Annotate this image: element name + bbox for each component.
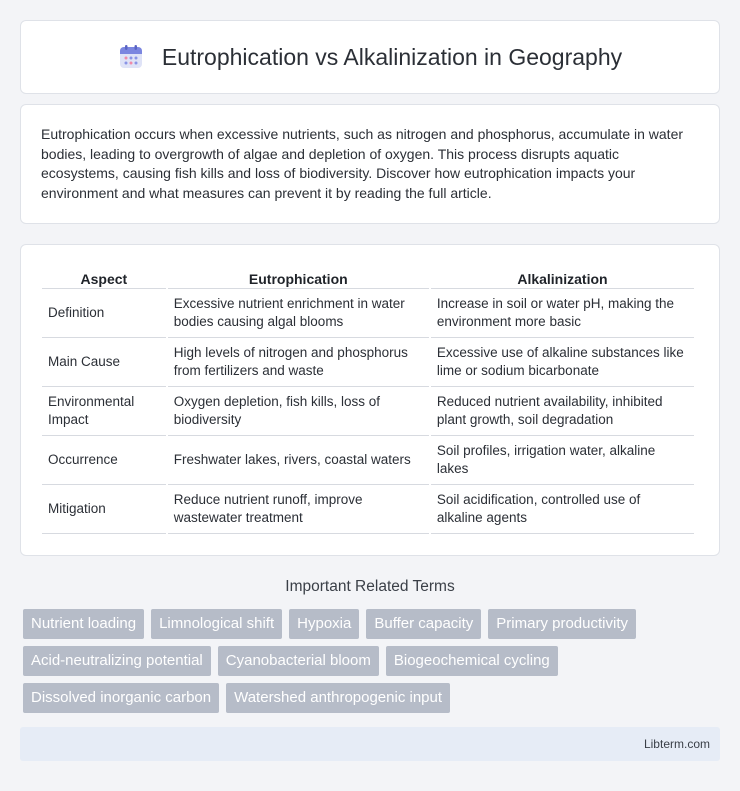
row-alkalinization: Excessive use of alkaline substances like lime or sodium bicarbonate xyxy=(431,338,694,387)
row-eutrophication: High levels of nitrogen and phosphorus from fertilizers and waste xyxy=(168,338,429,387)
header-eutrophication: Eutrophication xyxy=(168,267,429,289)
row-alkalinization: Increase in soil or water pH, making the environment more basic xyxy=(431,289,694,338)
term-tag[interactable]: Primary productivity xyxy=(488,609,636,639)
term-tag[interactable]: Biogeochemical cycling xyxy=(386,646,558,676)
term-tag[interactable]: Hypoxia xyxy=(289,609,359,639)
row-alkalinization: Soil profiles, irrigation water, alkaline lakes xyxy=(431,436,694,485)
row-eutrophication: Reduce nutrient runoff, improve wastewater treatment xyxy=(168,485,429,534)
term-tag[interactable]: Dissolved inorganic carbon xyxy=(23,683,219,713)
intro-text: Eutrophication occurs when excessive nutrients, such as nitrogen and phosphorus, accumulate in water bodies, leading to overgrowth of algae and depletion of oxygen. This process disrupts aquatic ecosystems, causing fish kills and loss of biodiversity. Discover how eutrophication impacts your environment and what measures can prevent it by reading the full article. xyxy=(41,126,684,201)
table-row xyxy=(42,387,694,436)
table-header-row xyxy=(42,267,694,289)
row-aspect: Definition xyxy=(42,289,166,338)
header-alkalinization: Alkalinization xyxy=(431,267,694,289)
footer-site-link[interactable]: Libterm.com xyxy=(643,737,710,751)
related-terms-list xyxy=(23,609,723,713)
row-aspect: Main Cause xyxy=(42,338,166,387)
table-row xyxy=(42,485,694,534)
title-card xyxy=(20,20,720,94)
header-aspect: Aspect xyxy=(42,267,166,289)
comparison-table xyxy=(40,267,696,534)
page-title: Eutrophication vs Alkalinization in Geography xyxy=(161,43,623,70)
table-row xyxy=(42,338,694,387)
footer xyxy=(20,727,720,761)
row-aspect: Mitigation xyxy=(42,485,166,534)
intro-card xyxy=(20,104,720,224)
term-tag[interactable]: Nutrient loading xyxy=(23,609,144,639)
row-aspect: Environmental Impact xyxy=(42,387,166,436)
related-terms-heading: Important Related Terms xyxy=(285,578,455,595)
table-row xyxy=(42,436,694,485)
row-alkalinization: Soil acidification, controlled use of alkaline agents xyxy=(431,485,694,534)
term-tag[interactable]: Buffer capacity xyxy=(366,609,481,639)
term-tag[interactable]: Cyanobacterial bloom xyxy=(218,646,379,676)
calendar-icon xyxy=(118,44,144,70)
table-row xyxy=(42,289,694,338)
row-aspect: Occurrence xyxy=(42,436,166,485)
row-alkalinization: Reduced nutrient availability, inhibited plant growth, soil degradation xyxy=(431,387,694,436)
term-tag[interactable]: Watershed anthropogenic input xyxy=(226,683,450,713)
row-eutrophication: Freshwater lakes, rivers, coastal waters xyxy=(168,436,429,485)
term-tag[interactable]: Limnological shift xyxy=(151,609,282,639)
row-eutrophication: Excessive nutrient enrichment in water bodies causing algal blooms xyxy=(168,289,429,338)
term-tag[interactable]: Acid-neutralizing potential xyxy=(23,646,211,676)
comparison-table-card xyxy=(20,244,720,556)
row-eutrophication: Oxygen depletion, fish kills, loss of biodiversity xyxy=(168,387,429,436)
